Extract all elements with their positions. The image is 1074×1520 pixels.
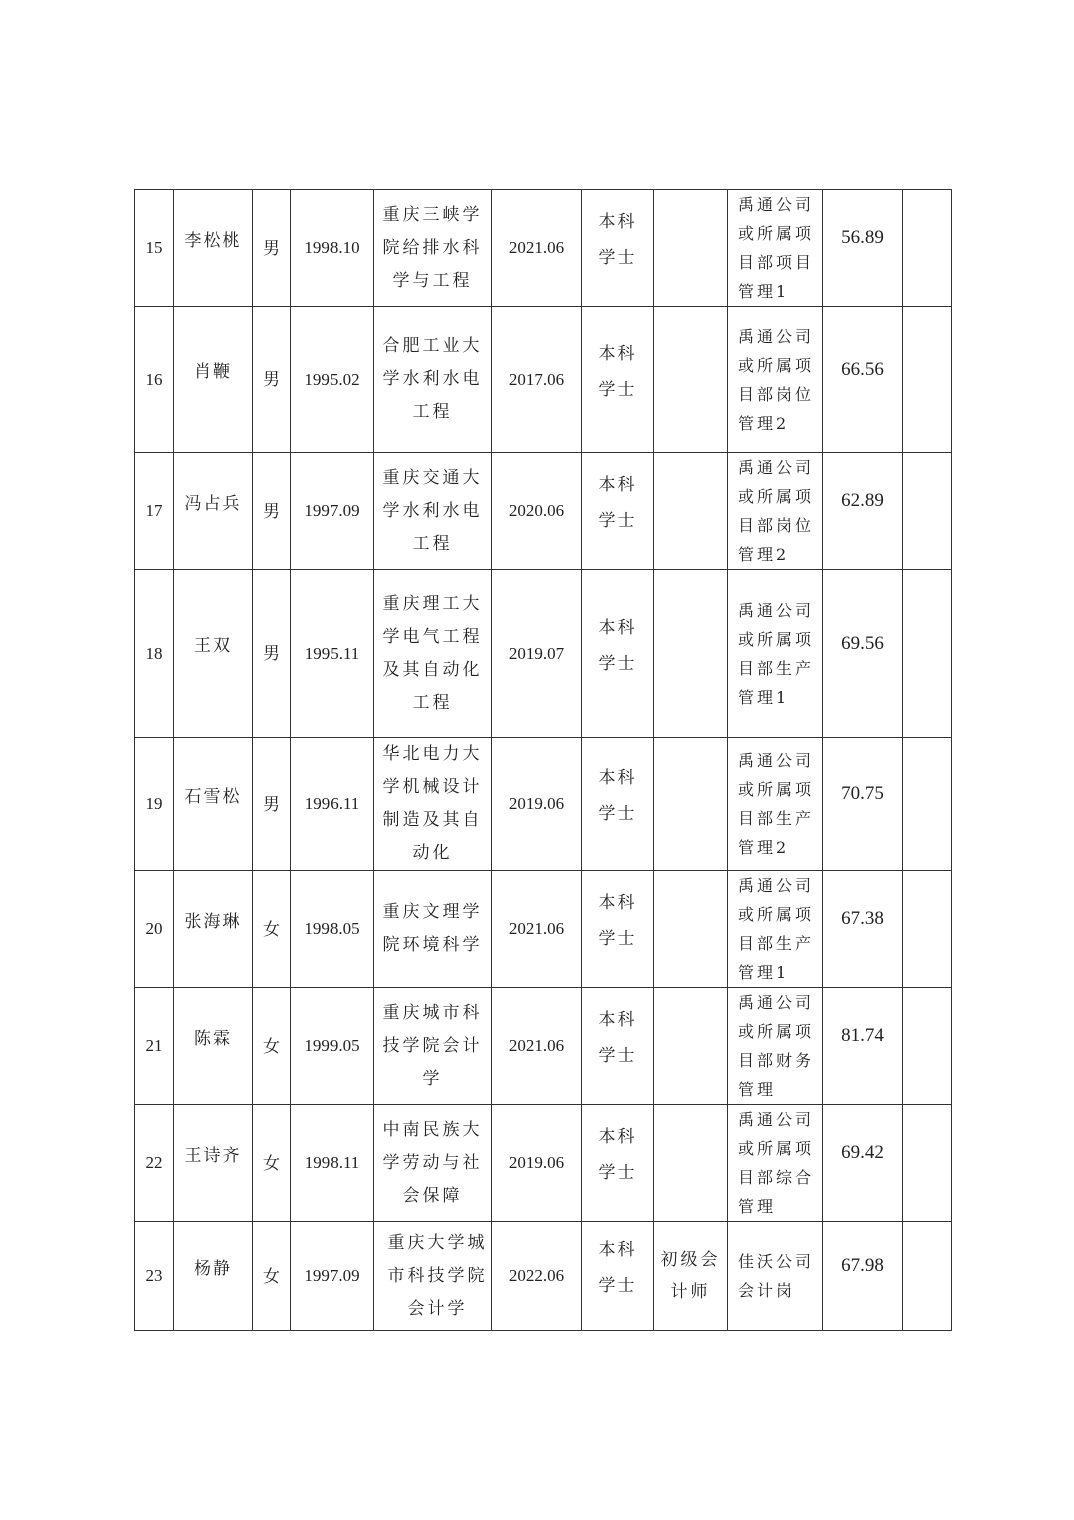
- cell-extra: [903, 1105, 952, 1222]
- cell-extra: [903, 871, 952, 988]
- cell-birth: [291, 190, 374, 307]
- cell-name: [174, 871, 253, 988]
- grad-text: 2021.06: [508, 919, 565, 938]
- no-text: 19: [145, 794, 163, 813]
- birth-text: 1999.05: [304, 1036, 360, 1055]
- name-text: 杨静: [194, 1258, 232, 1279]
- cell-extra: [903, 988, 952, 1105]
- cell-grad: [492, 1222, 582, 1331]
- cell-sex: [253, 307, 291, 453]
- no-text: 17: [145, 501, 163, 520]
- cell-no: [135, 738, 174, 871]
- cell-degree: [582, 988, 654, 1105]
- school-text: 中南民族大学劳动与社会保障: [382, 1119, 483, 1206]
- name-text: 冯占兵: [184, 493, 242, 514]
- cell-school: [374, 570, 492, 738]
- post-text: 禹通公司或所属项目部综合管理: [738, 1110, 815, 1216]
- cell-title: [654, 453, 728, 570]
- cell-extra: [903, 307, 952, 453]
- cell-birth: [291, 1222, 374, 1331]
- birth-text: 1998.11: [304, 1153, 360, 1172]
- cell-score: [823, 1105, 903, 1222]
- cell-title: [654, 570, 728, 738]
- cell-no: [135, 871, 174, 988]
- degree-text: 本科学士: [598, 893, 637, 949]
- cell-sex: [253, 453, 291, 570]
- no-text: 15: [145, 238, 163, 257]
- sex-text: 女: [263, 1266, 280, 1287]
- cell-school: [374, 453, 492, 570]
- grad-text: 2019.06: [508, 794, 565, 813]
- cell-school: [374, 1222, 492, 1331]
- cell-birth: [291, 738, 374, 871]
- degree-text: 本科学士: [598, 617, 637, 674]
- degree-text: 本科学士: [598, 343, 637, 400]
- cell-score: [823, 1222, 903, 1331]
- grad-text: 2019.07: [508, 643, 565, 663]
- birth-text: 1998.05: [304, 919, 360, 938]
- degree-text: 本科学士: [598, 768, 637, 824]
- cell-score: [823, 453, 903, 570]
- degree-text: 本科学士: [598, 1127, 637, 1183]
- cell-degree: [582, 307, 654, 453]
- score-text: 62.89: [841, 490, 884, 511]
- sex-text: 男: [263, 644, 280, 664]
- sex-text: 女: [263, 1153, 280, 1174]
- table-row: [135, 1105, 952, 1222]
- sex-text: 女: [263, 1036, 280, 1057]
- sex-text: 男: [263, 238, 280, 259]
- sex-text: 男: [263, 501, 280, 522]
- score-text: 69.42: [841, 1142, 884, 1163]
- table-row: [135, 871, 952, 988]
- school-text: 合肥工业大学水利水电工程: [382, 336, 483, 422]
- cell-score: [823, 738, 903, 871]
- cell-degree: [582, 190, 654, 307]
- name-text: 王双: [194, 636, 232, 656]
- post-text: 禹通公司或所属项目部岗位管理2: [738, 326, 815, 433]
- cell-birth: [291, 570, 374, 738]
- score-text: 67.38: [841, 908, 884, 929]
- cell-grad: [492, 307, 582, 453]
- score-text: 67.98: [841, 1255, 884, 1276]
- no-text: 21: [145, 1036, 163, 1055]
- cell-no: [135, 190, 174, 307]
- cell-post: [728, 453, 823, 570]
- cell-school: [374, 871, 492, 988]
- no-text: 18: [145, 643, 163, 663]
- school-text: 华北电力大学机械设计制造及其自动化: [382, 744, 483, 863]
- sex-text: 男: [263, 794, 280, 815]
- cell-no: [135, 307, 174, 453]
- cell-extra: [903, 190, 952, 307]
- grad-text: 2020.06: [508, 501, 565, 520]
- cell-birth: [291, 988, 374, 1105]
- school-text: 重庆三峡学院给排水科学与工程: [382, 204, 483, 291]
- cell-title: [654, 190, 728, 307]
- sex-text: 女: [263, 919, 280, 940]
- cell-post: [728, 1105, 823, 1222]
- school-text: 重庆城市科技学院会计学: [382, 1002, 483, 1089]
- cell-birth: [291, 307, 374, 453]
- cell-title: [654, 988, 728, 1105]
- cell-degree: [582, 1105, 654, 1222]
- post-text: 佳沃公司会计岗: [738, 1252, 815, 1300]
- cell-name: [174, 738, 253, 871]
- cell-grad: [492, 453, 582, 570]
- post-text: 禹通公司或所属项目部生产管理2: [738, 751, 815, 857]
- no-text: 20: [145, 919, 163, 938]
- cell-sex: [253, 570, 291, 738]
- cell-degree: [582, 871, 654, 988]
- cell-degree: [582, 453, 654, 570]
- no-text: 22: [145, 1153, 163, 1172]
- cell-title: [654, 1222, 728, 1331]
- cell-degree: [582, 1222, 654, 1331]
- cell-sex: [253, 988, 291, 1105]
- cell-score: [823, 307, 903, 453]
- cell-grad: [492, 988, 582, 1105]
- cell-sex: [253, 1222, 291, 1331]
- birth-text: 1995.02: [304, 369, 360, 389]
- cell-post: [728, 988, 823, 1105]
- cell-school: [374, 307, 492, 453]
- cell-post: [728, 307, 823, 453]
- score-text: 81.74: [841, 1025, 884, 1046]
- cell-no: [135, 570, 174, 738]
- cell-sex: [253, 1105, 291, 1222]
- score-text: 66.56: [841, 358, 884, 380]
- degree-text: 本科学士: [598, 212, 637, 268]
- cell-school: [374, 988, 492, 1105]
- cell-score: [823, 871, 903, 988]
- cell-extra: [903, 1222, 952, 1331]
- post-text: 禹通公司或所属项目部生产管理1: [738, 876, 815, 982]
- grad-text: 2021.06: [508, 1036, 565, 1055]
- cell-degree: [582, 570, 654, 738]
- name-text: 李松桃: [184, 230, 242, 251]
- cell-birth: [291, 1105, 374, 1222]
- cell-no: [135, 988, 174, 1105]
- post-text: 禹通公司或所属项目部生产管理1: [738, 600, 815, 707]
- cell-grad: [492, 738, 582, 871]
- post-text: 禹通公司或所属项目部岗位管理2: [738, 458, 815, 564]
- score-text: 69.56: [841, 632, 884, 654]
- cell-degree: [582, 738, 654, 871]
- table-row: [135, 738, 952, 871]
- cell-score: [823, 190, 903, 307]
- cell-birth: [291, 453, 374, 570]
- cell-score: [823, 570, 903, 738]
- cell-name: [174, 1222, 253, 1331]
- cell-school: [374, 190, 492, 307]
- cell-name: [174, 1105, 253, 1222]
- cell-grad: [492, 871, 582, 988]
- school-text: 重庆大学城市科技学院会计学: [387, 1232, 488, 1319]
- grad-text: 2017.06: [508, 369, 565, 389]
- birth-text: 1997.09: [304, 501, 360, 520]
- table-row: [135, 1222, 952, 1331]
- cell-school: [374, 738, 492, 871]
- name-text: 王诗齐: [184, 1145, 242, 1166]
- cell-grad: [492, 1105, 582, 1222]
- grad-text: 2019.06: [508, 1153, 565, 1172]
- cell-name: [174, 307, 253, 453]
- table-row: [135, 453, 952, 570]
- cell-no: [135, 1222, 174, 1331]
- cell-birth: [291, 871, 374, 988]
- cell-title: [654, 1105, 728, 1222]
- cell-extra: [903, 570, 952, 738]
- cell-post: [728, 1222, 823, 1331]
- title-text: 初级会计师: [660, 1250, 721, 1302]
- name-text: 张海琳: [184, 911, 242, 932]
- birth-text: 1995.11: [304, 643, 360, 663]
- cell-extra: [903, 453, 952, 570]
- degree-text: 本科学士: [598, 475, 637, 531]
- cell-post: [728, 570, 823, 738]
- name-text: 陈霖: [194, 1028, 232, 1049]
- birth-text: 1998.10: [304, 238, 360, 257]
- school-text: 重庆理工大学电气工程及其自动化工程: [382, 593, 483, 713]
- grad-text: 2021.06: [508, 238, 565, 257]
- name-text: 肖鞭: [194, 362, 232, 382]
- score-text: 56.89: [841, 227, 884, 248]
- no-text: 23: [145, 1266, 163, 1285]
- table-row: [135, 570, 952, 738]
- sex-text: 男: [263, 370, 280, 390]
- cell-no: [135, 453, 174, 570]
- post-text: 禹通公司或所属项目部财务管理: [738, 993, 815, 1099]
- birth-text: 1997.09: [304, 1266, 360, 1285]
- cell-sex: [253, 738, 291, 871]
- table-row: [135, 190, 952, 307]
- school-text: 重庆文理学院环境科学: [382, 902, 483, 955]
- cell-grad: [492, 570, 582, 738]
- cell-title: [654, 738, 728, 871]
- post-text: 禹通公司或所属项目部项目管理1: [738, 195, 815, 301]
- cell-post: [728, 190, 823, 307]
- score-text: 70.75: [841, 783, 884, 804]
- cell-name: [174, 570, 253, 738]
- table-row: [135, 307, 952, 453]
- cell-name: [174, 453, 253, 570]
- cell-score: [823, 988, 903, 1105]
- no-text: 16: [145, 369, 163, 389]
- cell-title: [654, 871, 728, 988]
- cell-name: [174, 190, 253, 307]
- candidate-table: [134, 189, 952, 1331]
- grad-text: 2022.06: [508, 1266, 565, 1285]
- name-text: 石雪松: [184, 786, 242, 807]
- table-row: [135, 988, 952, 1105]
- cell-post: [728, 871, 823, 988]
- birth-text: 1996.11: [304, 794, 360, 813]
- cell-name: [174, 988, 253, 1105]
- cell-school: [374, 1105, 492, 1222]
- school-text: 重庆交通大学水利水电工程: [382, 467, 483, 554]
- cell-grad: [492, 190, 582, 307]
- cell-extra: [903, 738, 952, 871]
- cell-sex: [253, 871, 291, 988]
- degree-text: 本科学士: [598, 1240, 637, 1296]
- cell-post: [728, 738, 823, 871]
- cell-title: [654, 307, 728, 453]
- cell-sex: [253, 190, 291, 307]
- cell-no: [135, 1105, 174, 1222]
- degree-text: 本科学士: [598, 1010, 637, 1066]
